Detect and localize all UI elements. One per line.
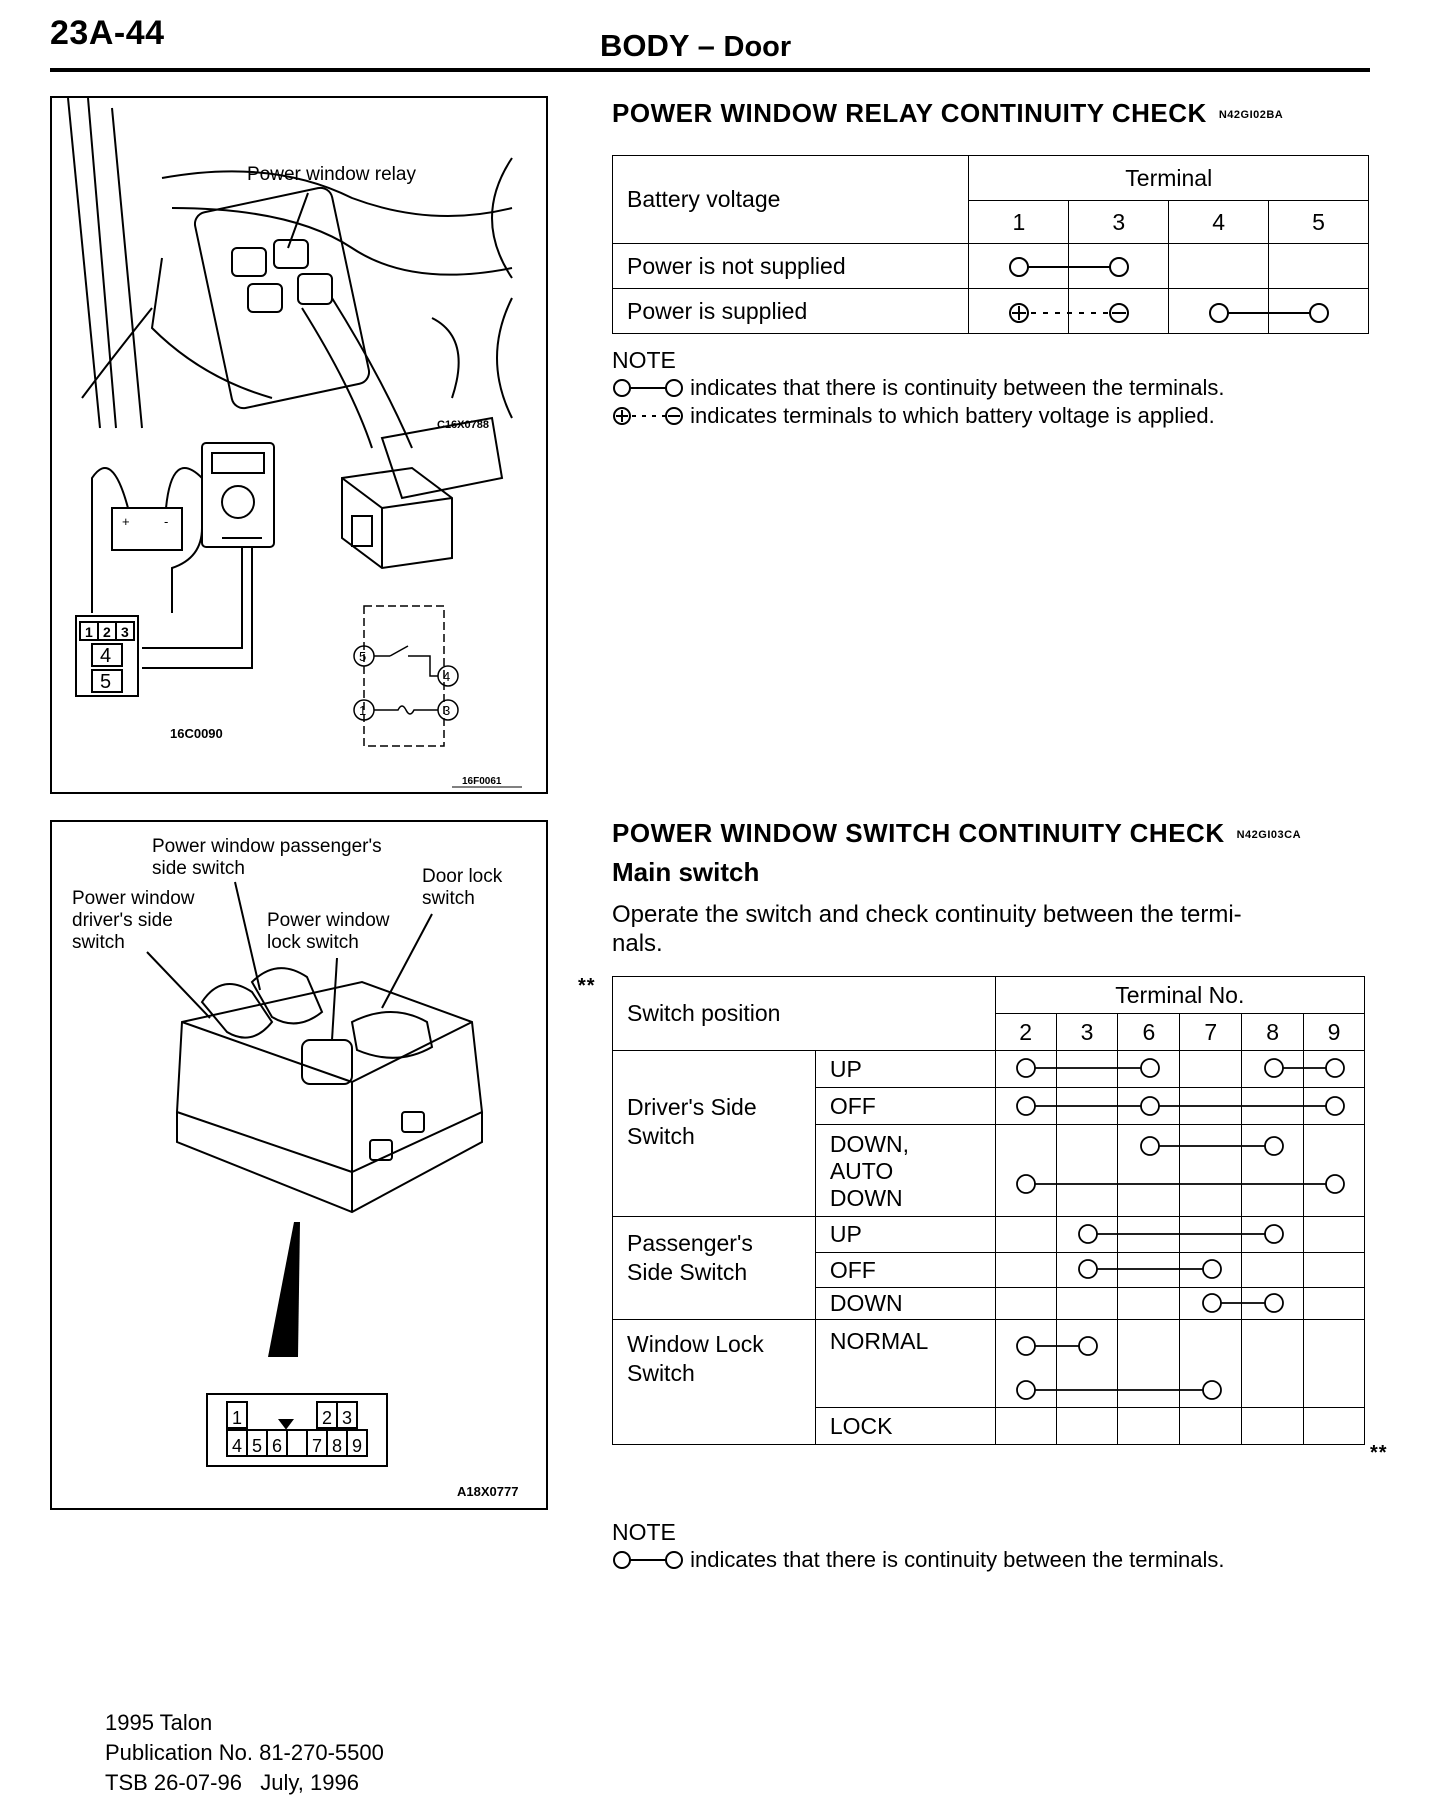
continuity-node [1265, 1225, 1283, 1243]
continuity-node [1210, 304, 1228, 322]
continuity-node [1110, 258, 1128, 276]
continuity-node [1079, 1225, 1097, 1243]
pos-driver-up: UP [815, 1051, 995, 1088]
frame-code: 16F0061 [462, 776, 502, 787]
callout-passenger-2: side switch [152, 858, 245, 879]
callout-driver-3: switch [72, 932, 125, 953]
continuity-node [1203, 1381, 1221, 1399]
continuity-node [1203, 1260, 1221, 1278]
schem-term-4: 4 [443, 669, 451, 684]
pos-driver-down-line-2: AUTO [829, 1158, 894, 1184]
instruction-line-2: nals. [612, 930, 663, 957]
relay-note-line-1 [612, 374, 1372, 402]
relay-check-code: N42GI02BA [1218, 109, 1284, 122]
pos-passenger-down: DOWN [815, 1288, 995, 1320]
conn-term-3: 3 [121, 624, 129, 640]
sw-term-4: 4 [232, 1436, 243, 1456]
schem-term-3: 3 [443, 703, 451, 718]
conn-term-5: 5 [100, 671, 112, 693]
group-passenger-line-2: Side Switch [627, 1259, 748, 1285]
switch-terminal-9: 9 [1304, 1014, 1365, 1051]
relay-note-text-2: indicates terminals to which battery voltage is applied. [690, 403, 1215, 428]
pos-driver-down-line-3: DOWN [829, 1185, 903, 1211]
callout-lock-1: Power window [267, 910, 390, 931]
relay-terminal-header: Terminal [969, 156, 1369, 201]
photo-code: C16X0788 [437, 419, 489, 431]
sw-term-8: 8 [332, 1436, 343, 1456]
continuity-node [1079, 1337, 1097, 1355]
continuity-symbol [612, 1550, 684, 1570]
continuity-node [1326, 1097, 1344, 1115]
subsection-name: Door [723, 31, 792, 63]
footer-tsb: TSB 26-07-96 July, 1996 [105, 1770, 359, 1795]
multimeter-icon [142, 443, 274, 668]
relay-check-title: POWER WINDOW RELAY CONTINUITY CHECK [612, 98, 1207, 128]
relay-check-heading [612, 98, 1283, 129]
group-driver-line-1: Driver's Side [627, 1094, 757, 1120]
conn-term-1: 1 [85, 624, 93, 640]
relay-callout: Power window relay [247, 164, 416, 185]
switch-instruction [612, 900, 1372, 958]
pos-passenger-up: UP [815, 1217, 995, 1253]
callout-lock-2: lock switch [267, 932, 359, 953]
continuity-node [1141, 1097, 1159, 1115]
continuity-node [1017, 1059, 1035, 1077]
change-mark-bottom: ** [1370, 1442, 1388, 1464]
relay-figure [50, 96, 548, 794]
continuity-node [1141, 1059, 1159, 1077]
group-driver-line-2: Switch [627, 1123, 695, 1149]
switch-figure-drawing [52, 822, 546, 1508]
relay-corner-label: Battery voltage [613, 156, 969, 244]
group-passenger-line-1: Passenger's [627, 1230, 753, 1256]
pos-passenger-off: OFF [815, 1253, 995, 1288]
switch-terminal-7: 7 [1180, 1014, 1242, 1051]
switch-terminal-6: 6 [1118, 1014, 1180, 1051]
continuity-node [1017, 1175, 1035, 1193]
continuity-node [1310, 304, 1328, 322]
schem-term-5: 5 [359, 649, 367, 664]
continuity-node [1017, 1097, 1035, 1115]
relay-note [612, 346, 1372, 430]
switch-continuity-marks [612, 976, 1365, 1468]
switch-terminal-header: Terminal No. [995, 977, 1364, 1014]
footer [105, 1708, 384, 1798]
sw-term-3: 3 [342, 1408, 353, 1428]
instruction-line-1: Operate the switch and check continuity between the termi- [612, 901, 1242, 928]
relay-figure-drawing [52, 98, 546, 792]
battery-icon [92, 468, 202, 613]
switch-figure-code: A18X0777 [457, 1484, 519, 1499]
schem-term-1: 1 [359, 703, 367, 718]
pos-lock-lock: LOCK [815, 1408, 995, 1445]
battery-voltage-symbol [612, 406, 684, 426]
callout-doorlock-2: switch [422, 888, 475, 909]
relay-continuity-marks [612, 155, 1369, 337]
section-name: BODY [600, 28, 690, 63]
page-number: 23A-44 [50, 14, 165, 52]
group-lock-line-1: Window Lock [627, 1331, 764, 1357]
pos-driver-down-line-1: DOWN, [829, 1131, 910, 1157]
callout-passenger-1: Power window passenger's [152, 836, 382, 857]
switch-check-code: N42GI03CA [1236, 829, 1302, 842]
relay-note-line-2 [612, 402, 1372, 430]
sw-term-2: 2 [322, 1408, 333, 1428]
conn-term-4: 4 [100, 645, 112, 667]
main-switch-subheading: Main switch [612, 857, 760, 887]
continuity-node [1017, 1381, 1035, 1399]
switch-terminal-8: 8 [1242, 1014, 1304, 1051]
battery-plus: + [122, 514, 130, 529]
callout-driver-2: driver's side [72, 910, 173, 931]
switch-note-text: indicates that there is continuity between the terminals. [690, 1547, 1225, 1572]
continuity-node [1079, 1260, 1097, 1278]
relay-terminal-1: 1 [969, 201, 1069, 244]
continuity-node [1265, 1137, 1283, 1155]
continuity-node [1017, 1337, 1035, 1355]
switch-note-label: NOTE [612, 1519, 676, 1545]
footer-publication: Publication No. 81-270-5500 [105, 1740, 384, 1765]
continuity-node [1326, 1175, 1344, 1193]
pos-driver-off: OFF [815, 1088, 995, 1125]
continuity-node [1265, 1294, 1283, 1312]
callout-driver-1: Power window [72, 888, 195, 909]
sw-term-5: 5 [252, 1436, 263, 1456]
switch-check-heading [612, 818, 1301, 849]
footer-model: 1995 Talon [105, 1710, 213, 1735]
test-code: 16C0090 [170, 726, 223, 741]
relay-row-supplied: Power is supplied [613, 289, 969, 334]
group-lock-line-2: Switch [627, 1360, 695, 1386]
callout-doorlock-1: Door lock [422, 866, 503, 887]
relay-terminal-3: 3 [1069, 201, 1169, 244]
switch-terminal-3: 3 [1056, 1014, 1118, 1051]
connector-pointer [268, 1222, 300, 1357]
sw-term-9: 9 [352, 1436, 363, 1456]
switch-corner-label: Switch position [613, 977, 996, 1051]
change-mark-top: ** [578, 975, 596, 997]
sw-term-6: 6 [272, 1436, 283, 1456]
pos-lock-normal: NORMAL [815, 1320, 995, 1408]
sw-term-1: 1 [232, 1408, 243, 1428]
relay-terminal-4: 4 [1169, 201, 1269, 244]
relay-note-text-1: indicates that there is continuity between the terminals. [690, 375, 1225, 400]
switch-note [612, 1518, 1372, 1574]
title-dash: – [697, 28, 715, 63]
continuity-node [1010, 258, 1028, 276]
relay-note-label: NOTE [612, 347, 676, 373]
relay-terminal-5: 5 [1269, 201, 1369, 244]
switch-check-title: POWER WINDOW SWITCH CONTINUITY CHECK [612, 818, 1225, 848]
continuity-node [1141, 1137, 1159, 1155]
continuity-node [1326, 1059, 1344, 1077]
switch-body [177, 982, 482, 1172]
continuity-node [1265, 1059, 1283, 1077]
switch-terminal-2: 2 [995, 1014, 1056, 1051]
switch-note-line [612, 1546, 1372, 1574]
conn-term-2: 2 [103, 624, 111, 640]
section-title [600, 28, 791, 64]
battery-minus: - [164, 514, 169, 529]
continuity-symbol [612, 378, 684, 398]
header-rule [50, 68, 1370, 72]
sw-term-7: 7 [312, 1436, 323, 1456]
relay-row-not-supplied: Power is not supplied [613, 244, 969, 289]
switch-figure [50, 820, 548, 1510]
continuity-node [1203, 1294, 1221, 1312]
